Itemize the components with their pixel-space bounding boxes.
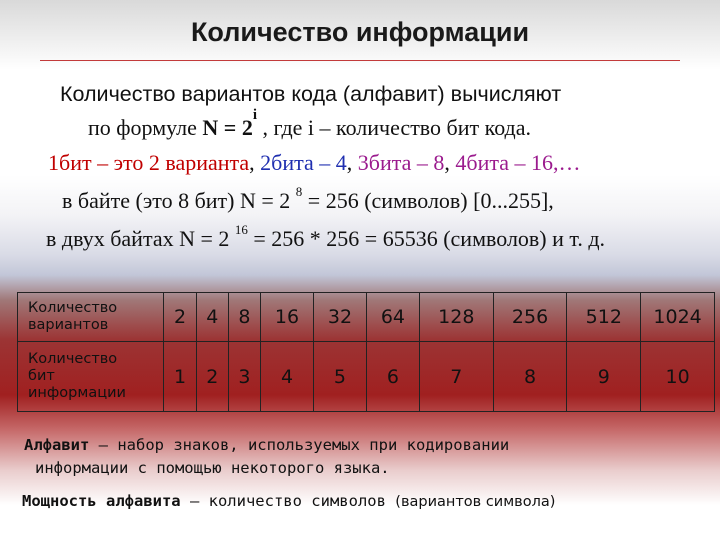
bits-count-cell: 10: [641, 342, 715, 412]
bits-count-cell: 1: [164, 342, 196, 412]
formula-n-equals-2: N = 2: [202, 115, 253, 140]
variants-bits-table: [17, 292, 715, 412]
variants-count-cell: 8: [228, 293, 260, 342]
row-label-line: вариантов: [28, 317, 109, 334]
bits-count-cell: 8: [493, 342, 567, 412]
definition-power: [22, 490, 555, 513]
row-label-line: Количество: [28, 300, 118, 317]
definition-alphabet-line-1: [24, 434, 509, 456]
bits-count-cell: 9: [567, 342, 641, 412]
row-label-bits: [18, 342, 164, 412]
table-row-bits: [18, 342, 715, 412]
bits-count-cell: 3: [228, 342, 260, 412]
bits-count-cell: 6: [366, 342, 419, 412]
paragraph-line-1: Количество вариантов кода (алфавит) вычисляют: [60, 82, 562, 106]
term-alphabet-power: Мощность алфавита: [22, 492, 181, 510]
two-bytes-exponent: 16: [234, 222, 248, 237]
paragraph-line-5: [46, 222, 606, 252]
variants-count-cell: 2: [164, 293, 196, 342]
term-alphabet: Алфавит: [24, 436, 90, 454]
definition-power-text: – количество символов: [180, 492, 396, 510]
page-title: Количество информации: [190, 17, 530, 47]
table-row-variants: [18, 293, 715, 342]
bits-count-cell: 5: [313, 342, 366, 412]
byte-exponent: 8: [295, 184, 303, 199]
bits-variants-segment: ,: [346, 150, 358, 175]
two-bytes-formula-text: в двух байтах N = 2: [46, 226, 235, 251]
byte-formula-text: в байте (это 8 бит) N = 2: [62, 188, 296, 213]
paragraph-line-2: [88, 107, 532, 141]
bits-count-cell: 4: [261, 342, 314, 412]
row-label-line: бит: [28, 368, 55, 385]
variants-count-cell: 32: [313, 293, 366, 342]
byte-result-text: = 256 (символов) [0...255],: [302, 188, 554, 213]
formula-exponent-i: i: [252, 107, 258, 123]
title-divider: [40, 60, 680, 61]
variants-count-cell: 512: [567, 293, 641, 342]
formula-intro-text: по формуле: [88, 115, 203, 140]
bits-count-cell: 2: [196, 342, 228, 412]
variants-count-cell: 64: [366, 293, 419, 342]
variants-count-cell: 4: [196, 293, 228, 342]
bits-variants-segment: ,: [249, 150, 261, 175]
variants-count-cell: 16: [261, 293, 314, 342]
definition-alphabet-text: – набор знаков, используемых при кодировании: [89, 436, 510, 454]
bits-variants-segment: 4бита – 16,…: [455, 150, 581, 175]
row-label-line: информации: [28, 385, 126, 402]
row-label-variants: [18, 293, 164, 342]
bits-variants-segment: 2бита – 4: [260, 150, 347, 175]
bits-variants-segment: ,: [444, 150, 456, 175]
definition-alphabet-line-2: информации с помощью некоторого языка.: [35, 459, 390, 477]
paragraph-line-3: [48, 150, 581, 176]
formula-explanation-text: , где i – количество бит кода.: [257, 115, 532, 140]
bits-count-cell: 7: [419, 342, 493, 412]
variants-count-cell: 128: [419, 293, 493, 342]
definition-power-note: (вариантов символа): [395, 494, 556, 510]
two-bytes-result-text: = 256 * 256 = 65536 (символов) и т. д.: [247, 226, 606, 251]
paragraph-line-4: [62, 184, 554, 214]
variants-count-cell: 1024: [641, 293, 715, 342]
variants-count-cell: 256: [493, 293, 567, 342]
bits-variants-segment: 1бит – это 2 варианта: [48, 150, 250, 175]
row-label-line: Количество: [28, 351, 118, 368]
bits-variants-segment: 3бита – 8: [357, 150, 445, 175]
